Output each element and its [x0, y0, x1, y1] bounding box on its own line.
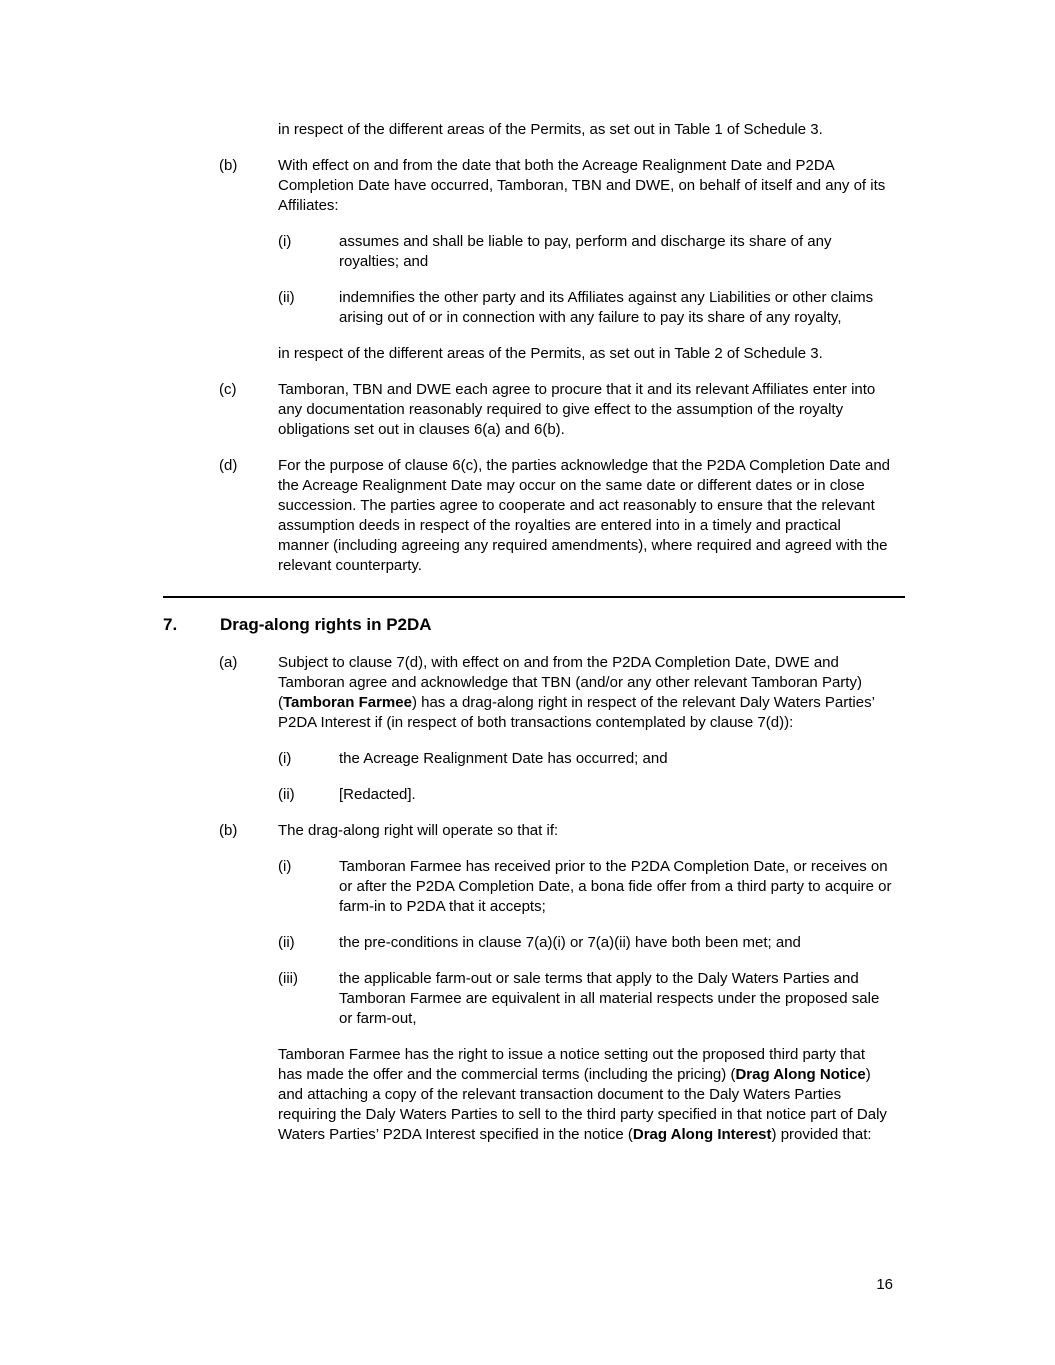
clause-6c	[163, 380, 893, 440]
section-7-title: Drag-along rights in P2DA	[220, 615, 432, 634]
clause-7a-label: (a)	[219, 654, 238, 671]
clause-6b-item-ii-label: (ii)	[278, 289, 295, 306]
clause-6b-item-ii	[278, 288, 893, 328]
clause-7b-item-iii-label: (iii)	[278, 970, 298, 987]
clause-6d	[163, 456, 893, 576]
clause-6d-label: (d)	[219, 457, 238, 474]
clause-7a-item-ii-text: [Redacted].	[339, 786, 416, 803]
clause-7a	[163, 653, 893, 805]
clause-7b-item-ii-text: the pre-conditions in clause 7(a)(i) or 7(a)(ii) have both been met; and	[339, 934, 801, 951]
clause-6b-text: With effect on and from the date that both the Acreage Realignment Date and P2DA Completion Date have occurred, Tamboran, TBN and DWE, on behalf of itself and any of its Affiliates:	[278, 157, 886, 214]
page-number: 16	[876, 1276, 893, 1293]
clause-7a-item-ii-label: (ii)	[278, 786, 295, 803]
clause-7b-item-iii-text: the applicable farm-out or sale terms that apply to the Daly Waters Parties and Tamboran Farmee are equivalent in all material respects under the proposed sale or farm-out,	[339, 970, 880, 1027]
clause-7a-item-i-label: (i)	[278, 750, 292, 767]
clause-7b-item-ii	[278, 933, 893, 953]
clause-6c-label: (c)	[219, 381, 237, 398]
clause-7b	[163, 821, 893, 1145]
clause-6b-item-ii-text: indemnifies the other party and its Affiliates against any Liabilities or other claims arising out of or in connection with any failure to pay its share of any royalty,	[339, 289, 874, 326]
section-7-heading	[163, 613, 893, 637]
clause-6b-item-i-text: assumes and shall be liable to pay, perform and discharge its share of any royalties; and	[339, 233, 832, 270]
section-divider-line	[163, 596, 905, 598]
clause-7b-item-i-text: Tamboran Farmee has received prior to the P2DA Completion Date, or receives on or after the P2DA Completion Date, a bona fide offer from a third party to acquire or farm-in to P2DA that it accepts;	[339, 858, 892, 915]
clause-6b-item-i-label: (i)	[278, 233, 292, 250]
document-content	[163, 120, 893, 1145]
clause-7a-text: Subject to clause 7(d), with effect on and from the P2DA Completion Date, DWE and Tamboran agree and acknowledge that TBN (and/or any other relevant Tamboran Party) (Tamboran Farmee) has a drag-along right in respect of the relevant Daly Waters Parties’ P2DA Interest if (in respect of both transactions contemplated by clause 7(d)):	[278, 654, 875, 731]
section-7-number: 7.	[163, 615, 178, 634]
clause-6b	[163, 156, 893, 328]
clause-7b-text: The drag-along right will operate so that if:	[278, 822, 559, 839]
clause-6c-text: Tamboran, TBN and DWE each agree to procure that it and its relevant Affiliates enter into any documentation reasonably required to give effect to the assumption of the royalty obligations set out in clauses 6(a) and 6(b).	[278, 381, 876, 438]
clause-7b-item-iii	[278, 969, 893, 1029]
clause-7a-item-ii	[278, 785, 893, 805]
clause-7b-item-i	[278, 857, 893, 917]
clause-6b-item-i	[278, 232, 893, 272]
clause-7a-item-i	[278, 749, 893, 769]
clause-6b-label: (b)	[219, 157, 238, 174]
clause-7b-item-ii-label: (ii)	[278, 934, 295, 951]
continuation-paragraph-table1: in respect of the different areas of the Permits, as set out in Table 1 of Schedule 3.	[278, 121, 823, 138]
clause-6d-text: For the purpose of clause 6(c), the parties acknowledge that the P2DA Completion Date and the Acreage Realignment Date may occur on the same date or different dates or in close succession. The parties agree to cooperate and act reasonably to ensure that the relevant assumption deeds in respect of the royalties are entered into in a timely and practical manner (including agreeing any required amendments), where required and agreed with the relevant counterparty.	[278, 457, 891, 574]
clause-7b-label: (b)	[219, 822, 238, 839]
continuation-paragraph-table2: in respect of the different areas of the Permits, as set out in Table 2 of Schedule 3.	[278, 345, 823, 362]
clause-7a-item-i-text: the Acreage Realignment Date has occurred; and	[339, 750, 668, 767]
clause-7b-closing-paragraph: Tamboran Farmee has the right to issue a notice setting out the proposed third party that has made the offer and the commercial terms (including the pricing) (Drag Along Notice) and attaching a copy of the relevant transaction document to the Daly Waters Parties requiring the Daly Waters Parties to sell to the third party specified in that notice part of Daly Waters Parties’ P2DA Interest specified in the notice (Drag Along Interest) provided that:	[278, 1046, 887, 1143]
clause-7b-item-i-label: (i)	[278, 858, 292, 875]
